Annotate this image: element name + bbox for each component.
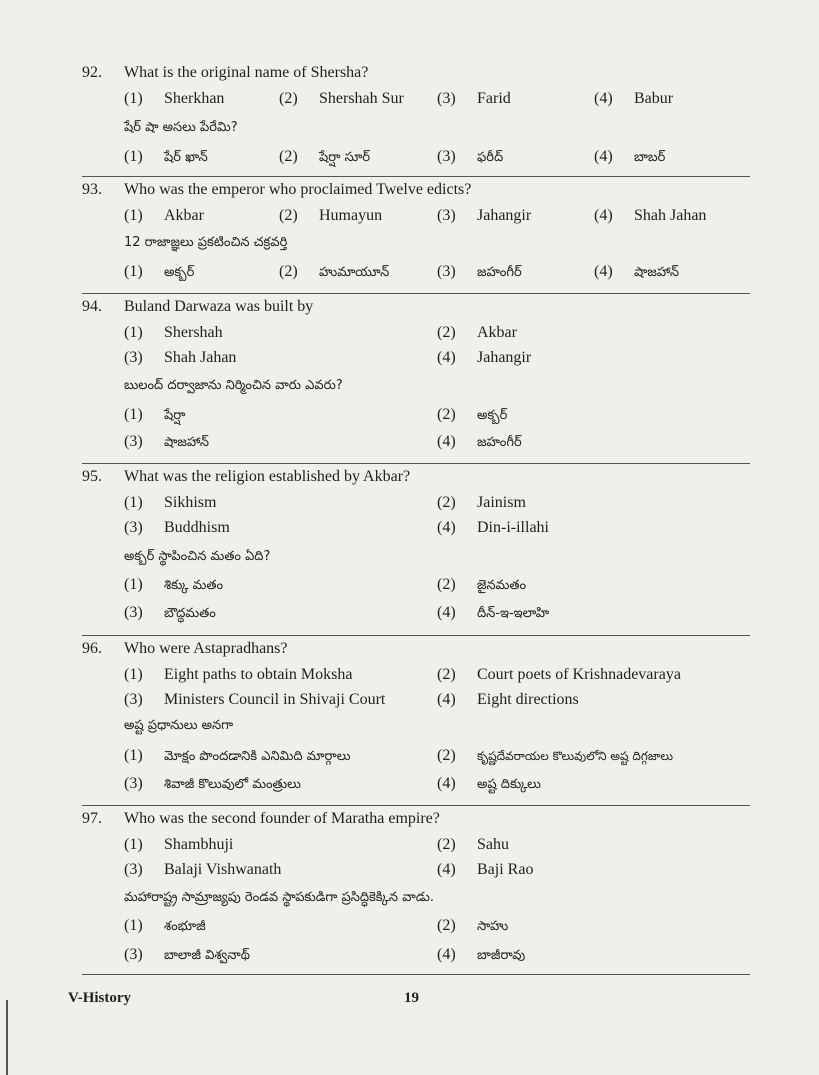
option-3: Ministers Council in Shivaji Court: [164, 691, 386, 708]
question-number: 93.: [82, 181, 102, 198]
option-1: Shambhuji: [164, 836, 234, 853]
option-3: Shah Jahan: [164, 349, 237, 366]
question-text-te: 12 రాజాజ్ఞలు ప్రకటించిన చక్రవర్తి: [124, 235, 288, 250]
option-3-te: శివాజీ కొలువులో మంత్రులు: [164, 777, 301, 792]
option-2-te: సాహు: [477, 919, 509, 934]
option-2-te: జైనమతం: [477, 578, 527, 593]
question-97: 97. Who was the second founder of Maratha empire? (1) Shambhuji (2) Sahu (3) Balaji Vishwanath (4) Baji Rao మహారాష్ట్ర సామ్రాజ్యపు రెండవ స్థాపకుడిగా ప్రసిద్ధికెక్కిన వాడు. (1) శంభూజీ (2) సాహు (3) బాలాజీ విశ్వనాథ్ (4) బాజీరావు: [82, 810, 534, 963]
scan-edge: [6, 1000, 8, 1075]
divider: [82, 293, 750, 294]
question-number: 95.: [82, 468, 102, 485]
footer-subject: V-History: [68, 990, 132, 1006]
option-2: Jainism: [477, 494, 526, 511]
question-text-te: అక్బర్ స్థాపించిన మతం ఏది?: [124, 549, 271, 564]
question-number: 92.: [82, 64, 102, 81]
options-en: (1) Akbar (2) Humayun (3) Jahangir (4) Shah Jahan: [124, 207, 707, 224]
option-1-te: షేర్ ఖాన్: [164, 150, 208, 165]
option-2-te: హుమాయూన్: [319, 265, 390, 280]
option-3-te: ఫరీద్: [477, 150, 504, 165]
question-text-en: Who was the second founder of Maratha empire?: [124, 810, 440, 827]
question-94: 94. Buland Darwaza was built by (1) Shershah (2) Akbar (3) Shah Jahan (4) Jahangir బులంద్ దర్వాజాను నిర్మించిన వారు ఎవరు? (1) షేర్షా (2) అక్బర్ (3) షాజహాన్ (4) జహంగీర్: [82, 298, 532, 450]
option-1-te: మోక్షం పొందడానికి ఎనిమిది మార్గాలు: [164, 749, 351, 764]
option-1-te: శంభూజీ: [164, 919, 206, 934]
options-en: (1) Sherkhan (2) Shershah Sur (3) Farid (4) Babur: [124, 90, 674, 107]
option-3-te: బౌద్ధమతం: [164, 606, 216, 621]
option-2: Shershah Sur: [319, 90, 404, 107]
option-2-te: షేర్షా సూర్: [319, 150, 371, 165]
option-4-te: జహంగీర్: [477, 435, 522, 450]
divider: [82, 805, 750, 806]
option-4-te: దీన్-ఇ-ఇలాహి: [477, 606, 550, 621]
option-1: Sikhism: [164, 494, 217, 511]
option-3-te: బాలాజీ విశ్వనాథ్: [164, 948, 250, 963]
option-3-te: షాజహాన్: [164, 435, 209, 450]
option-3: Buddhism: [164, 519, 230, 536]
option-2: Humayun: [319, 207, 383, 224]
question-text-te: మహారాష్ట్ర సామ్రాజ్యపు రెండవ స్థాపకుడిగా ప్రసిద్ధికెక్కిన వాడు.: [124, 890, 434, 905]
option-1-te: అక్బర్: [164, 265, 195, 280]
question-text-en: Who was the emperor who proclaimed Twelve edicts?: [124, 181, 472, 198]
option-2-te: కృష్ణదేవరాయల కొలువులోని అష్ట దిగ్గజాలు: [477, 749, 674, 763]
question-number: 94.: [82, 298, 102, 315]
option-4: Shah Jahan: [634, 207, 707, 224]
options-te: (1) అక్బర్ (2) హుమాయూన్ (3) జహంగీర్ (4) షాజహాన్: [124, 263, 679, 280]
option-1: Eight paths to obtain Moksha: [164, 666, 353, 683]
divider: [82, 974, 750, 975]
option-4: Din-i-illahi: [477, 519, 549, 536]
option-3-te: జహంగీర్: [477, 265, 522, 280]
option-4: Eight directions: [477, 691, 579, 708]
question-number: 97.: [82, 810, 102, 827]
divider: [82, 176, 750, 177]
question-95: 95. What was the religion established by Akbar? (1) Sikhism (2) Jainism (3) Buddhism (4) Din-i-illahi అక్బర్ స్థాపించిన మతం ఏది? (1) శిక్కు మతం (2) జైనమతం (3) బౌద్ధమతం (4) దీన్-ఇ-ఇలాహి: [82, 468, 550, 621]
option-4-te: షాజహాన్: [634, 265, 679, 280]
question-92: [82, 64, 750, 176]
divider: [82, 463, 750, 464]
page-number: 19: [404, 990, 419, 1006]
option-4: Babur: [634, 90, 674, 107]
question-text-en: What was the religion established by Akbar?: [124, 468, 411, 485]
options-te: (1) షేర్ ఖాన్ (2) షేర్షా సూర్ (3) ఫరీద్ (4) బాబర్: [124, 148, 666, 165]
question-text-te: బులంద్ దర్వాజాను నిర్మించిన వారు ఎవరు?: [124, 378, 343, 393]
question-number: 96.: [82, 640, 102, 657]
option-2: Court poets of Krishnadevaraya: [477, 666, 681, 683]
option-4: Jahangir: [477, 349, 532, 366]
option-1-te: శిక్కు మతం: [164, 578, 224, 593]
option-3: Balaji Vishwanath: [164, 861, 282, 878]
option-2: Akbar: [477, 324, 517, 341]
option-2-te: అక్బర్: [477, 408, 508, 423]
question-text-en: Who were Astapradhans?: [124, 640, 288, 657]
divider: [82, 635, 750, 636]
option-1: Sherkhan: [164, 90, 225, 107]
question-text-te: అష్ట ప్రధానులు అనగా: [124, 718, 234, 733]
option-4-te: అష్ట దిక్కులు: [477, 777, 541, 792]
option-1: Akbar: [164, 207, 204, 224]
option-2: Sahu: [477, 836, 509, 853]
question-93: [82, 181, 750, 293]
question-text-en: Buland Darwaza was built by: [124, 298, 314, 315]
question-text-en: What is the original name of Shersha?: [124, 64, 369, 81]
option-1: Shershah: [164, 324, 223, 341]
option-1-te: షేర్షా: [164, 408, 186, 423]
option-3: Farid: [477, 90, 511, 107]
option-4: Baji Rao: [477, 861, 534, 878]
question-96: 96. Who were Astapradhans? (1) Eight paths to obtain Moksha (2) Court poets of Krishnadevaraya (3) Ministers Council in Shivaji Court (4) Eight directions అష్ట ప్రధానులు అనగా (1) మోక్షం పొందడానికి ఎనిమిది మార్గాలు (2) కృష్ణదేవరాయల కొలువులోని అష్ట దిగ్గజాలు (3) శివాజీ కొలువులో మంత్రులు (4) అష్ట దిక్కులు: [82, 640, 681, 792]
option-4-te: బాజీరావు: [477, 948, 526, 963]
option-4-te: బాబర్: [634, 150, 666, 165]
question-text-te: షేర్ షా అసలు పేరేమి?: [124, 120, 238, 135]
option-3: Jahangir: [477, 207, 532, 224]
